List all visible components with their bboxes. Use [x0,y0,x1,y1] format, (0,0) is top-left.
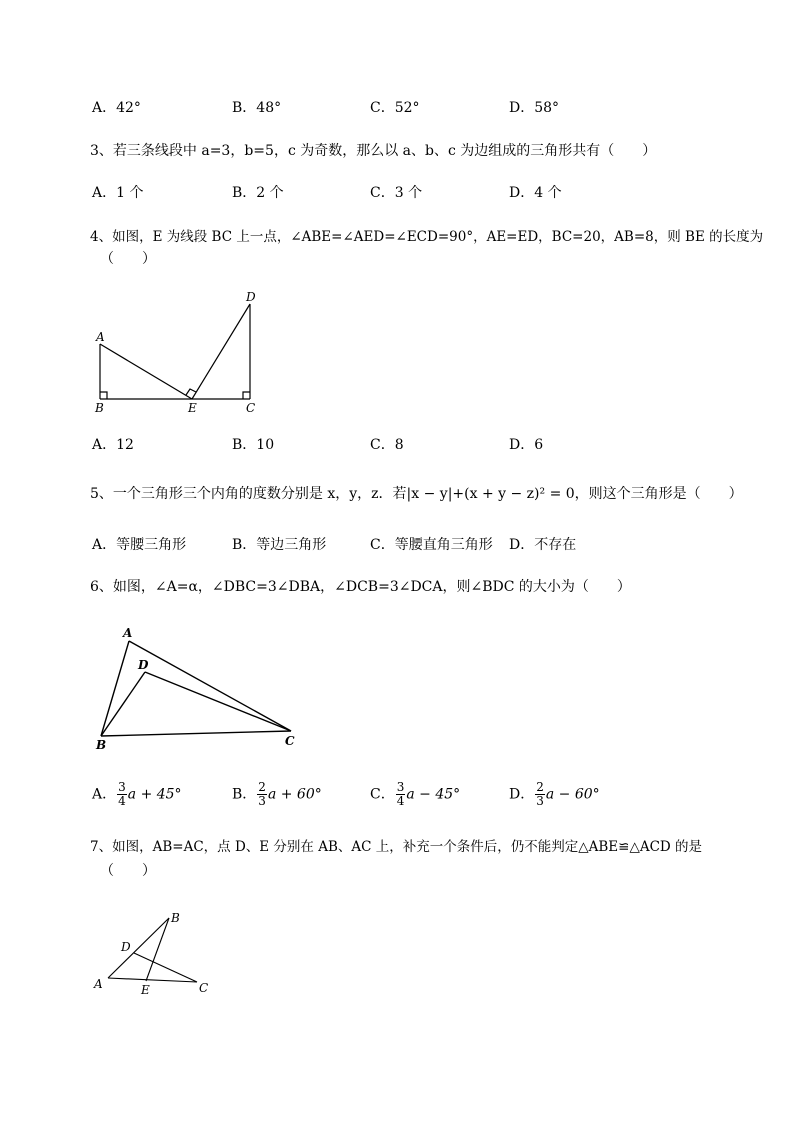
q7-stem-line2: （ ） [100,863,156,879]
q2-option-c[interactable]: C．52° [370,100,420,116]
q7-label-c: C [199,981,209,995]
q6-option-a-denominator: 4 [118,794,126,808]
q2-option-b[interactable]: B．48° [232,100,282,116]
q4-option-b[interactable]: B．10 [232,437,275,453]
q6-option-c-rest: a − 45° [406,786,461,803]
q4-label-c: C [246,401,256,415]
q5-option-d[interactable]: D．不存在 [509,537,577,553]
q5-option-c[interactable]: C．等腰直角三角形 [370,537,493,553]
q6-option-a-numerator: 3 [118,780,126,794]
q4-option-c[interactable]: C．8 [370,437,404,453]
q3-option-b[interactable]: B．2 个 [232,185,284,201]
q4-right-angle-c [243,392,250,399]
q6-segment-bd [101,672,145,736]
q7-label-d: D [121,940,131,954]
q4-label-e: E [188,401,197,415]
q7-label-e: E [141,983,150,997]
q3-option-a[interactable]: A．1 个 [92,185,144,201]
q6-label-a: A [123,626,133,640]
q5-stem: 5、一个三角形三个内角的度数分别是 x，y，z．若|x − y|+(x + y − z)² = 0，则这个三角形是（ ） [90,486,743,502]
q6-option-a-fraction [117,781,127,808]
q7-stem-line1: 7、如图，AB=AC，点 D、E 分别在 AB、AC 上，补充一个条件后，仍不能判定△ABE≌△ACD 的是 [90,839,703,855]
q7-figure [90,906,220,998]
q5-option-b[interactable]: B．等边三角形 [232,537,327,553]
q4-stem-line2: （ ） [100,251,156,267]
q4-label-b: B [95,401,104,415]
q3-stem: 3、若三条线段中 a=3，b=5，c 为奇数，那么以 a、b、c 为边组成的三角形共有（ ） [90,143,657,159]
q7-segment-dc [134,953,197,982]
q6-option-d[interactable] [509,781,600,808]
q4-stem-line1: 4、如图，E 为线段 BC 上一点，∠ABE=∠AED=∠ECD=90°，AE=ED，BC=20，AB=8，则 BE 的长度为 [90,229,764,245]
q4-label-a: A [96,330,105,344]
q6-segment-ac [129,641,291,731]
q4-option-d[interactable]: D．6 [509,437,544,453]
q5-option-a[interactable]: A．等腰三角形 [92,537,187,553]
q2-option-d[interactable]: D．58° [509,100,560,116]
q6-option-a[interactable] [92,781,182,808]
q4-label-d: D [246,290,256,304]
q6-option-a-prefix: A． [92,786,117,803]
q6-option-b-fraction [257,781,267,808]
q6-label-c: C [285,734,295,748]
q6-figure [92,622,306,750]
q6-option-c-numerator: 3 [396,780,405,794]
q6-option-b-numerator: 2 [258,780,266,794]
q2-option-a[interactable]: A．42° [92,100,141,116]
q7-label-a: A [94,977,103,991]
q6-option-b-prefix: B． [232,786,257,803]
q7-segment-be [146,918,169,981]
q6-segment-dc [145,672,291,731]
q3-option-d[interactable]: D．4 个 [509,185,562,201]
q6-option-d-fraction [535,781,545,808]
q6-option-b[interactable] [232,781,322,808]
q4-segment-ae [100,344,192,399]
q7-segment-ab [108,918,169,978]
q6-option-d-rest: a − 60° [545,786,600,803]
q7-label-b: B [171,911,180,925]
q6-option-d-numerator: 2 [536,780,544,794]
q6-stem: 6、如图，∠A=α，∠DBC=3∠DBA，∠DCB=3∠DCA，则∠BDC 的大小为（ ） [90,579,631,595]
q6-label-b: B [96,738,107,750]
q7-segment-ac [108,978,197,982]
q6-option-a-rest: a + 45° [127,786,182,803]
q3-option-c[interactable]: C．3 个 [370,185,423,201]
q6-option-c-denominator: 4 [396,794,405,808]
q4-segment-ed [192,304,250,399]
q6-option-c-prefix: C． [370,786,395,803]
q4-option-a[interactable]: A．12 [92,437,134,453]
q6-label-d: D [138,658,149,672]
q6-option-c[interactable] [370,781,460,808]
q6-option-c-fraction [396,781,406,808]
q6-option-b-denominator: 3 [258,794,266,808]
q6-segment-bc [101,731,291,736]
q6-option-d-denominator: 3 [536,794,544,808]
q6-option-b-rest: a + 60° [267,786,322,803]
q4-right-angle-b [100,392,107,399]
q4-figure [88,288,268,416]
q6-option-d-prefix: D． [509,786,535,803]
q6-segment-ab [101,641,129,736]
